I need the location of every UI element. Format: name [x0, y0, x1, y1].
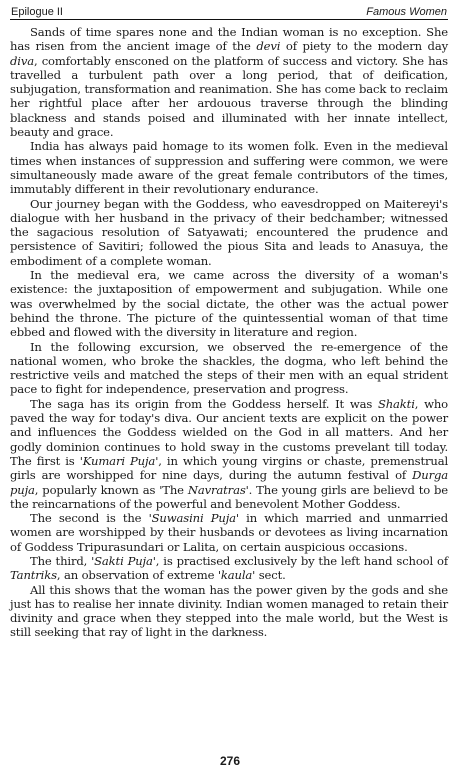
text-run: ', in which young virgins or chaste, premenstrual girls are worshipped for nine days, during the autumn festival of: [10, 453, 449, 483]
paragraph-5: [10, 340, 448, 397]
text-run: , comfortably ensconed on the platform of success and victory. She has travelled a turbulent path over a long period, that of deification, subjugation, transformation and reanimation. She has come back to reclaim her rightful place after her ardouous traverse through the blinding blackness and stands poised and illuminated with her innate intellect, beauty and grace.: [10, 53, 448, 140]
text-run: The second is the ': [30, 511, 152, 526]
text-run: In the following excursion, we observed the re-emergence of the national women, who broke the shackles, the dogma, who left behind the restrictive veils and matched the steps of their men with an equal strident pace to fight for independence, preservation and progress.: [10, 339, 448, 397]
text-run: The saga has its origin from the Goddess herself. It was: [30, 396, 378, 411]
text-run: Sands of time spares none and the Indian woman is no exception. She has risen from the ancient image of the: [10, 25, 448, 54]
paragraph-6: [10, 397, 448, 511]
text-run: ' in which married and unmarried women are worshipped by their husbands or devotees as living incarnation of Goddess Tripurasundari or Lalita, on certain auspicious occasions.: [10, 511, 448, 554]
text-run: All this shows that the woman has the power given by the gods and she just has to realise her innate divinity. Indian women managed to retain their divinity and grace when they stepped into the male world, but the West is still seeking that ray of light in the darkness.: [10, 582, 448, 640]
italic-term: devi: [256, 39, 281, 54]
paragraph-8: [10, 554, 448, 583]
italic-term: Tantriks: [10, 568, 57, 583]
italic-term: Kumari Puja: [82, 453, 156, 468]
text-run: of piety to the modern day: [280, 39, 448, 54]
text-run: The third, ': [30, 553, 95, 568]
book-title: Famous Women: [366, 6, 447, 18]
text-run: India has always paid homage to its women folk. Even in the medieval times when instances of suppression and suffering were common, we were simultaneously made aware of the great female contributors of the times, immutably different in their revolutionary endurance.: [10, 139, 448, 197]
italic-term: Navratras: [187, 482, 246, 497]
text-run: , an observation of extreme ': [56, 568, 221, 583]
text-run: '. The young girls are believd to be the reincarnations of the powerful and benevolent Mother Goddess.: [10, 482, 448, 511]
italic-term: Suwasini Puja: [151, 511, 236, 526]
text-run: ' sect.: [252, 568, 286, 583]
paragraph-3: [10, 197, 448, 268]
text-run: , who paved the way for today's diva. Our ancient texts are explicit on the power and influences the Goddess wielded on the God in all matters. And her godly dominion continues to hold sway in the customs prevelant till today. The first is ': [10, 396, 448, 468]
page-body: [10, 25, 448, 640]
paragraph-9: [10, 583, 448, 640]
text-run: ', is practised exclusively by the left hand school of: [152, 553, 448, 568]
running-header: [10, 3, 448, 20]
italic-term: Shakti: [377, 396, 415, 411]
italic-term: kaula: [220, 568, 253, 583]
paragraph-7: [10, 511, 448, 554]
italic-term: Durga puja: [10, 468, 448, 497]
paragraph-2: [10, 139, 448, 196]
text-run: Our journey began with the Goddess, who eavesdropped on Maitereyi's dialogue with her husband in the privacy of their bedchamber; witnessed the sagacious resolution of Satyawati; encountered the prudence and persistence of Savitiri; followed the pious Sita and leads to Anasuya, the embodiment of a complete woman.: [10, 196, 448, 268]
italic-term: diva: [10, 53, 34, 68]
page-number: 276: [219, 754, 241, 768]
section-label: Epilogue II: [11, 6, 63, 18]
paragraph-1: [10, 25, 448, 139]
text-run: In the medieval era, we came across the diversity of a woman's existence: the juxtaposition of empowerment and subjugation. While one was overwhelmed by the social dictate, the other was the actual power behind the throne. The picture of the quintessential woman of that time ebbed and flowed with the diversity in literature and region.: [10, 268, 448, 340]
text-run: , popularly known as 'The: [34, 482, 188, 497]
paragraph-4: [10, 268, 448, 339]
italic-term: Sakti Puja: [94, 553, 153, 568]
